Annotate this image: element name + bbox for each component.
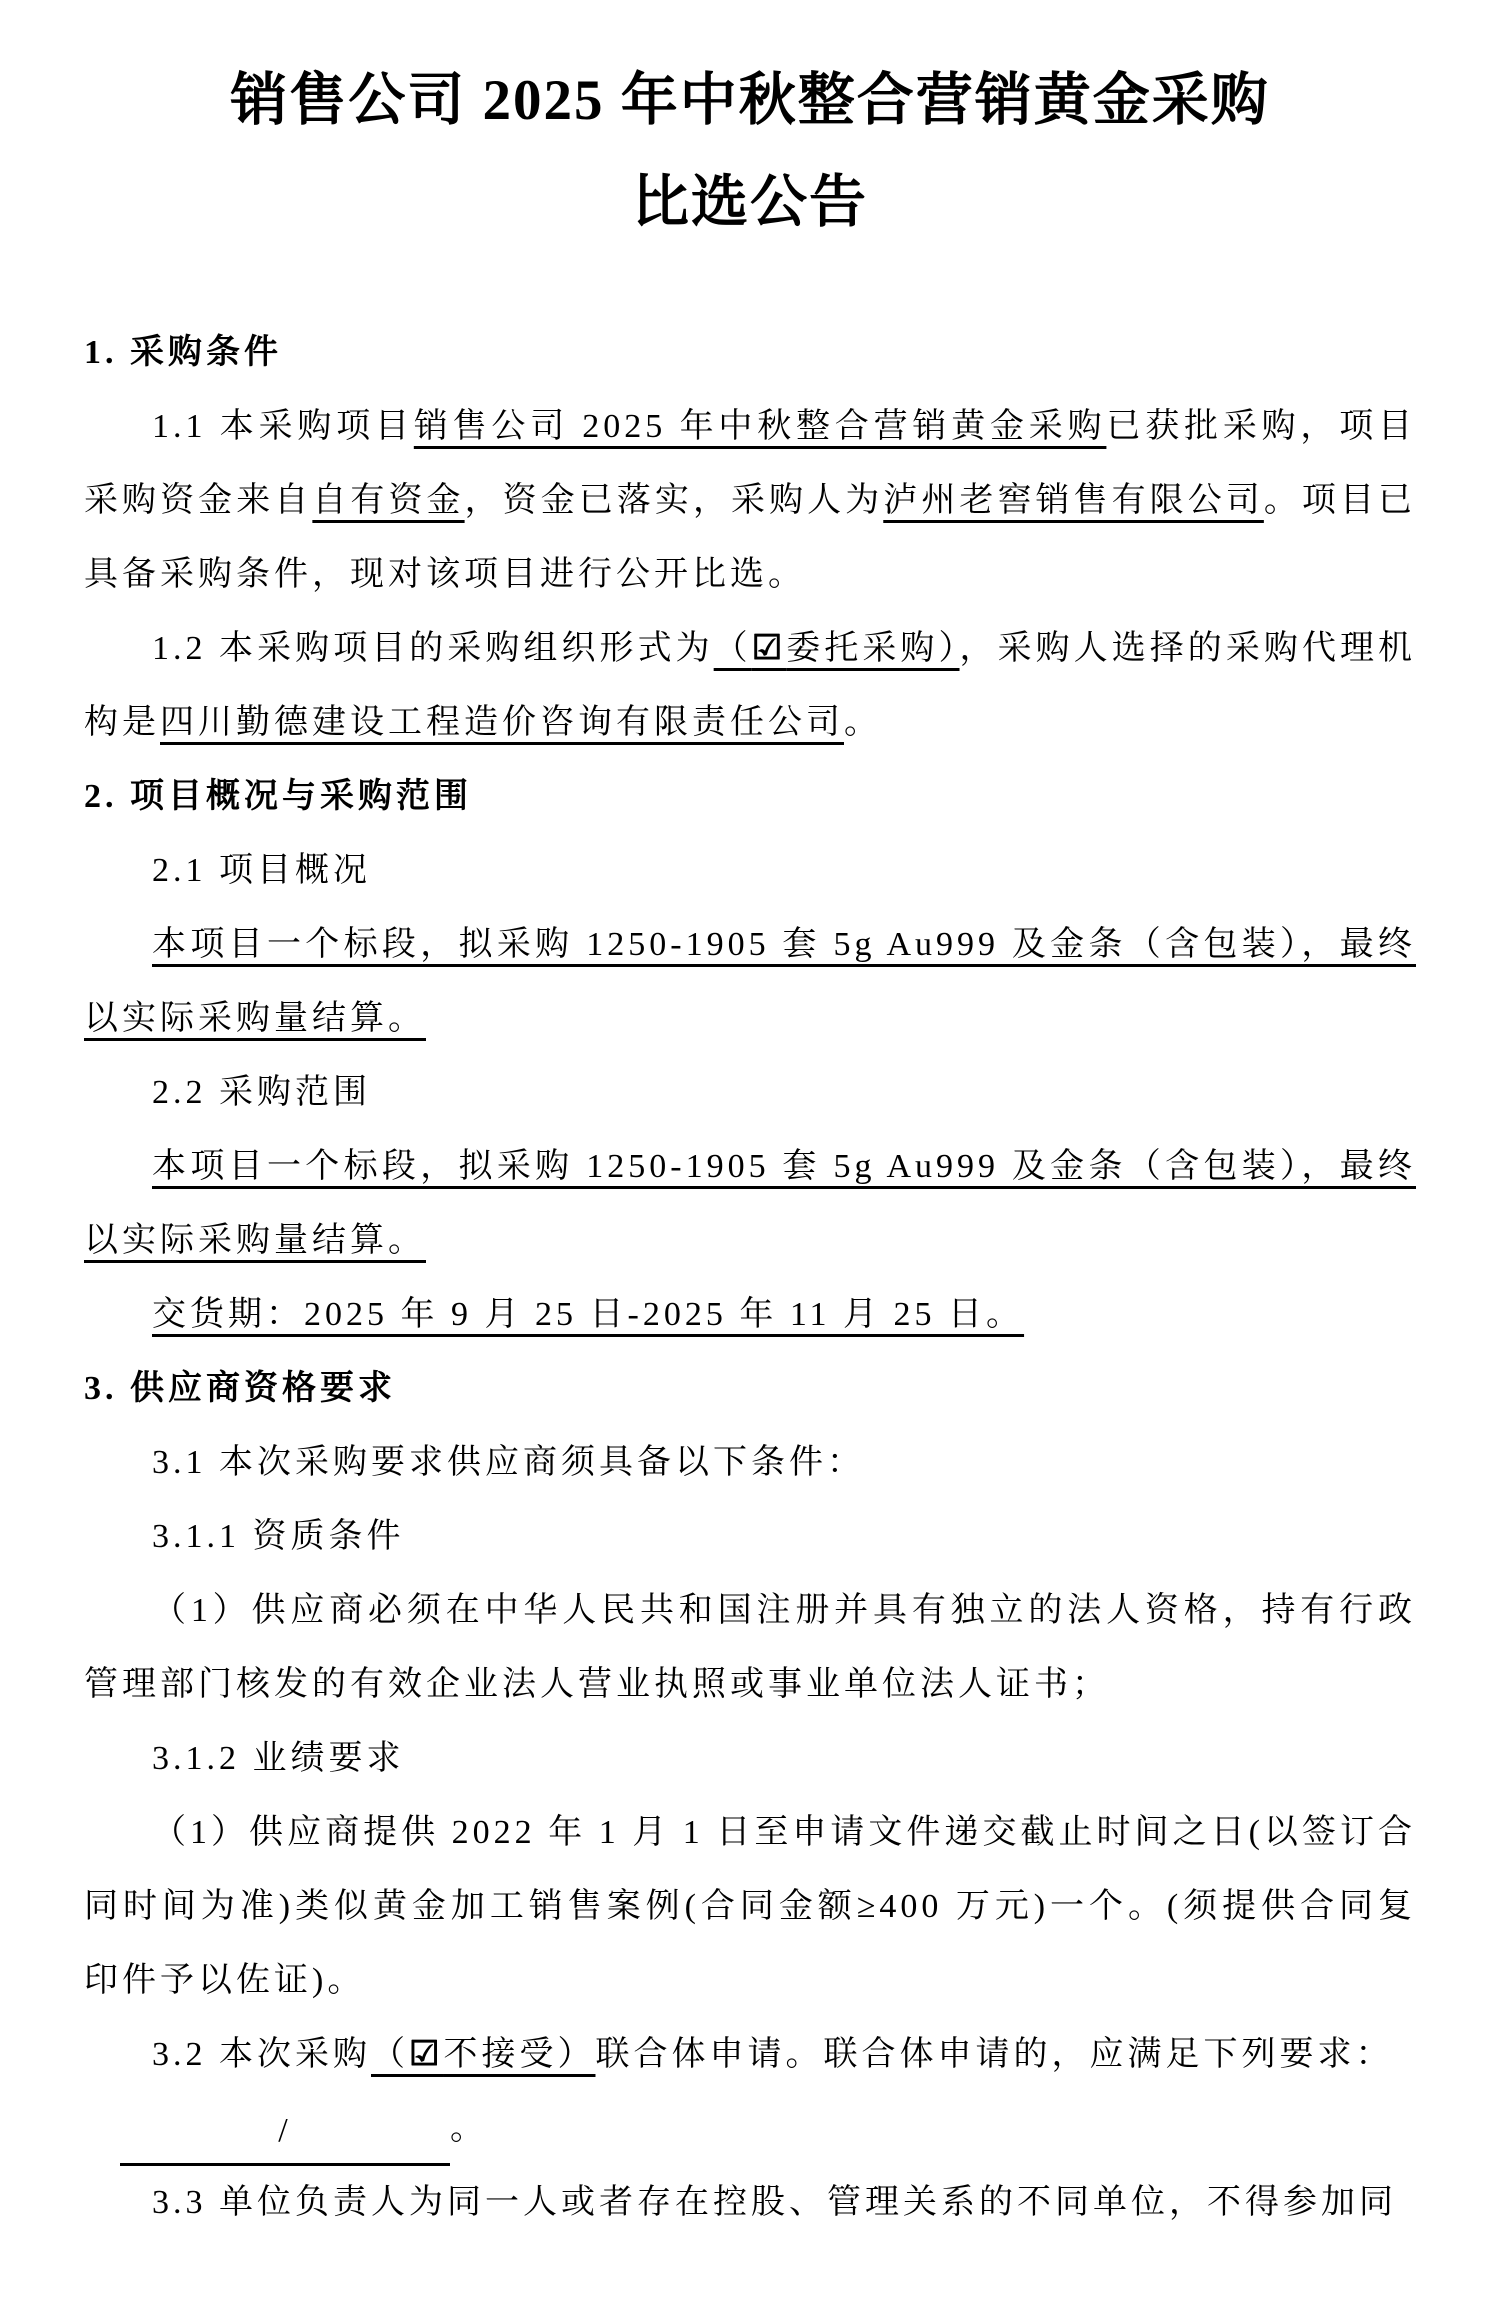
checkbox-checked-icon: ☑ — [409, 2036, 444, 2073]
paragraph-3-1-2-item-1: （1）供应商提供 2022 年 1 月 1 日至申请文件递交截止时间之日(以签订合同时间为准)类似黄金加工销售案例(合同金额≥400 万元)一个。(须提供合同复印件予以佐证)。 — [84, 1814, 1416, 1999]
text-run: 3.2 本次采购 — [152, 2036, 371, 2073]
subsection-2-1-heading: 2.1 项目概况 — [152, 852, 371, 889]
underlined-agency-name: 四川勤德建设工程造价咨询有限责任公司 — [160, 704, 844, 741]
paragraph-3-3: 3.3 单位负责人为同一人或者存在控股、管理关系的不同单位，不得参加同 — [152, 2184, 1397, 2221]
underlined-scope-text: 本项目一个标段，拟采购 1250-1905 套 5g Au999 及金条（含包装），最终以实际采购量结算。 — [84, 926, 1416, 1037]
text-run: 委托采购） — [786, 630, 960, 667]
text-run: 已获批采购，项目采购资金来自 — [84, 408, 1417, 519]
underlined-purchaser-name: 泸州老窖销售有限公司 — [883, 482, 1264, 519]
text-run: 联合体申请。联合体申请的，应满足下列要求： — [595, 2036, 1394, 2073]
underlined-scope-text: 本项目一个标段，拟采购 1250-1905 套 5g Au999 及金条（含包装），最终以实际采购量结算。 — [84, 1148, 1416, 1259]
checkbox-checked-icon: ☑ — [751, 630, 787, 667]
underlined-fund-source: 自有资金 — [312, 482, 465, 519]
subsection-3-1-1-heading: 3.1.1 资质条件 — [152, 1518, 405, 1555]
text-run: ，采购人选择的采购代理机构是 — [84, 630, 1417, 741]
section-2-heading: 2. 项目概况与采购范围 — [84, 778, 472, 815]
document-title-line1: 销售公司 2025 年中秋整合营销黄金采购 — [230, 69, 1270, 132]
text-run: 。 — [450, 2110, 488, 2147]
subsection-2-2-heading: 2.2 采购范围 — [152, 1074, 371, 1111]
underlined-project-name: 销售公司 2025 年中秋整合营销黄金采购 — [413, 408, 1107, 445]
paragraph-3-1: 3.1 本次采购要求供应商须具备以下条件： — [152, 1444, 865, 1481]
paragraph-1-2 — [84, 612, 1416, 760]
fill-in-blank — [120, 2099, 450, 2166]
text-run: 不接受） — [443, 2036, 596, 2073]
text-run: 。 — [844, 704, 882, 741]
document-body — [84, 316, 1416, 2240]
text-run: （ — [713, 630, 752, 667]
underlined-joint-venture-choice — [371, 2036, 595, 2073]
delivery-period-line — [84, 1278, 1416, 1352]
document-title-line2: 比选公告 — [632, 171, 868, 234]
paragraph-2-1-body — [84, 908, 1416, 1056]
text-run: （ — [371, 2036, 409, 2073]
paragraph-2-2-body — [84, 1130, 1416, 1278]
text-run: 1.2 本采购项目的采购组织形式为 — [152, 630, 714, 667]
subsection-3-1-2-heading: 3.1.2 业绩要求 — [152, 1740, 405, 1777]
text-run: ，资金已落实，采购人为 — [464, 482, 884, 519]
paragraph-3-2 — [84, 2018, 1416, 2092]
underlined-procurement-form — [714, 630, 960, 667]
section-1-heading: 1. 采购条件 — [84, 334, 282, 371]
paragraph-3-1-1-item-1: （1）供应商必须在中华人民共和国注册并具有独立的法人资格，持有行政管理部门核发的有效企业法人营业执照或事业单位法人证书； — [84, 1592, 1416, 1703]
joint-venture-blank-line — [84, 2092, 1416, 2166]
section-3-heading: 3. 供应商资格要求 — [84, 1370, 396, 1407]
text-run: 。项目已具备采购条件，现对该项目进行公开比选。 — [84, 482, 1417, 593]
underlined-delivery-period: 交货期：2025 年 9 月 25 日-2025 年 11 月 25 日。 — [152, 1296, 1025, 1333]
slash-separator: / — [278, 2112, 292, 2149]
text-run: 1.1 本采购项目 — [152, 408, 414, 445]
paragraph-1-1 — [84, 390, 1416, 612]
